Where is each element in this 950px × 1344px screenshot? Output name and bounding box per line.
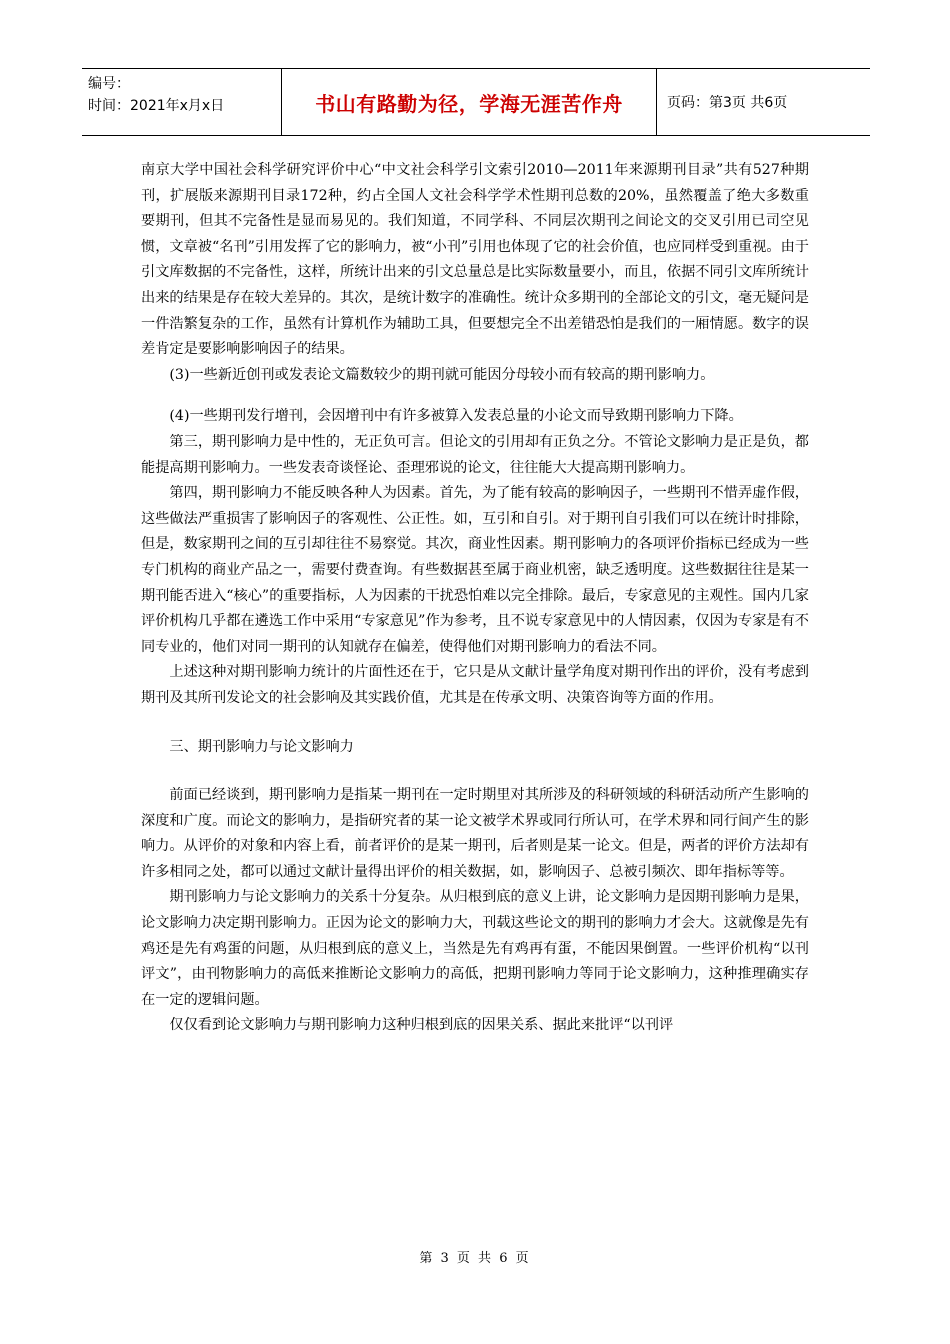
document-body xyxy=(141,158,809,1039)
paragraph: 第三，期刊影响力是中性的，无正负可言。但论文的引用却有正负之分。不管论文影响力是正是负，都能提高期刊影响力。一些发表奇谈怪论、歪理邪说的论文，往往能大大提高期刊影响力。 xyxy=(141,433,809,476)
header-motto: 书山有路勤为径，学海无涯苦作舟 xyxy=(282,69,657,135)
section-heading: 三、期刊影响力与论文影响力 xyxy=(169,739,354,756)
paragraph: 上述这种对期刊影响力统计的片面性还在于，它只是从文献计量学角度对期刊作出的评价，没有考虑到期刊及其所刊发论文的社会影响及其实践价值，尤其是在传承文明、决策咨询等方面的作用。 xyxy=(141,664,809,706)
header-meta xyxy=(82,69,282,135)
paragraph: (3)一些新近创刊或发表论文篇数较少的期刊就可能因分母较小而有较高的期刊影响力。 xyxy=(169,366,715,383)
paragraph: 前面已经谈到，期刊影响力是指某一期刊在一定时期里对其所涉及的科研领域的科研活动所产生影响的深度和广度。而论文的影响力，是指研究者的某一论文被学术界或同行所认可，在学术界和同行间产生的影响力。从评价的对象和内容上看，前者评价的是某一期刊，后者则是某一论文。但是，两者的评价方法却有许多相同之处，都可以通过文献计量得出评价的相关数据，如，影响因子、总被引频次、即年指标等等。 xyxy=(141,787,809,880)
paragraph: 仅仅看到论文影响力与期刊影响力这种归根到底的因果关系、据此来批评“以刊评 xyxy=(169,1017,674,1034)
document-date: 时间：2021年x月x日 xyxy=(88,98,225,114)
paragraph: 南京大学中国社会科学研究评价中心“中文社会科学引文索引2010—2011年来源期刊目录”共有527种期刊，扩展版来源期刊目录172种，约占全国人文社会科学学术性期刊总数的20%，虽然覆盖了绝大多数重要期刊，但其不完备性是显而易见的。我们知道，不同学科、不同层次期刊之间论文的交叉引用已司空见惯，文章被“名刊”引用发挥了它的影响力，被“小刊”引用也体现了它的社会价值，也应同样受到重视。由于引文库数据的不完备性，这样，所统计出来的引文总量总是比实际数量要小，而且，依据不同引文库所统计出来的结果是存在较大差异的。其次，是统计数字的准确性。统计众多期刊的全部论文的引文，毫无疑问是一件浩繁复杂的工作，虽然有计算机作为辅助工具，但要想完全不出差错恐怕是我们的一厢情愿。数字的误差肯定是要影响影响因子的结果。 xyxy=(141,162,809,358)
paragraph: 第四，期刊影响力不能反映各种人为因素。首先，为了能有较高的影响因子，一些期刊不惜弄虚作假，这些做法严重损害了影响因子的客观性、公正性。如，互引和自引。对于期刊自引我们可以在统计时排除，但是，数家期刊之间的互引却往往不易察觉。其次，商业性因素。期刊影响力的各项评价指标已经成为一些专门机构的商业产品之一，需要付费查询。有些数据甚至属于商业机密，缺乏透明度。这些数据往往是某一期刊能否进入“核心”的重要指标，人为因素的干扰恐怕难以完全排除。最后，专家意见的主观性。国内几家评价机构几乎都在遴选工作中采用“专家意见”作为参考，且不说专家意见中的人情因素，仅因为专家是有不同专业的，他们对同一期刊的认知就存在偏差，使得他们对期刊影响力的看法不同。 xyxy=(141,485,809,655)
document-number-label: 编号： xyxy=(88,76,130,92)
page-footer: 第 3 页 共 6 页 xyxy=(419,1251,531,1266)
paragraph: 期刊影响力与论文影响力的关系十分复杂。从归根到底的意义上讲，论文影响力是因期刊影响力是果，论文影响力决定期刊影响力。正因为论文的影响力大，刊载这些论文的期刊的影响力才会大。这就像是先有鸡还是先有鸡蛋的问题，从归根到底的意义上，当然是先有鸡再有蛋，不能因果倒置。一些评价机构“以刊评文”，由刊物影响力的高低来推断论文影响力的高低，把期刊影响力等同于论文影响力，这种推理确实存在一定的逻辑问题。 xyxy=(141,889,809,1008)
document-header xyxy=(82,68,870,136)
header-page-info: 页码：第3页 共6页 xyxy=(667,95,788,111)
paragraph: (4)一些期刊发行增刊，会因增刊中有许多被算入发表总量的小论文而导致期刊影响力下降。 xyxy=(169,408,743,425)
